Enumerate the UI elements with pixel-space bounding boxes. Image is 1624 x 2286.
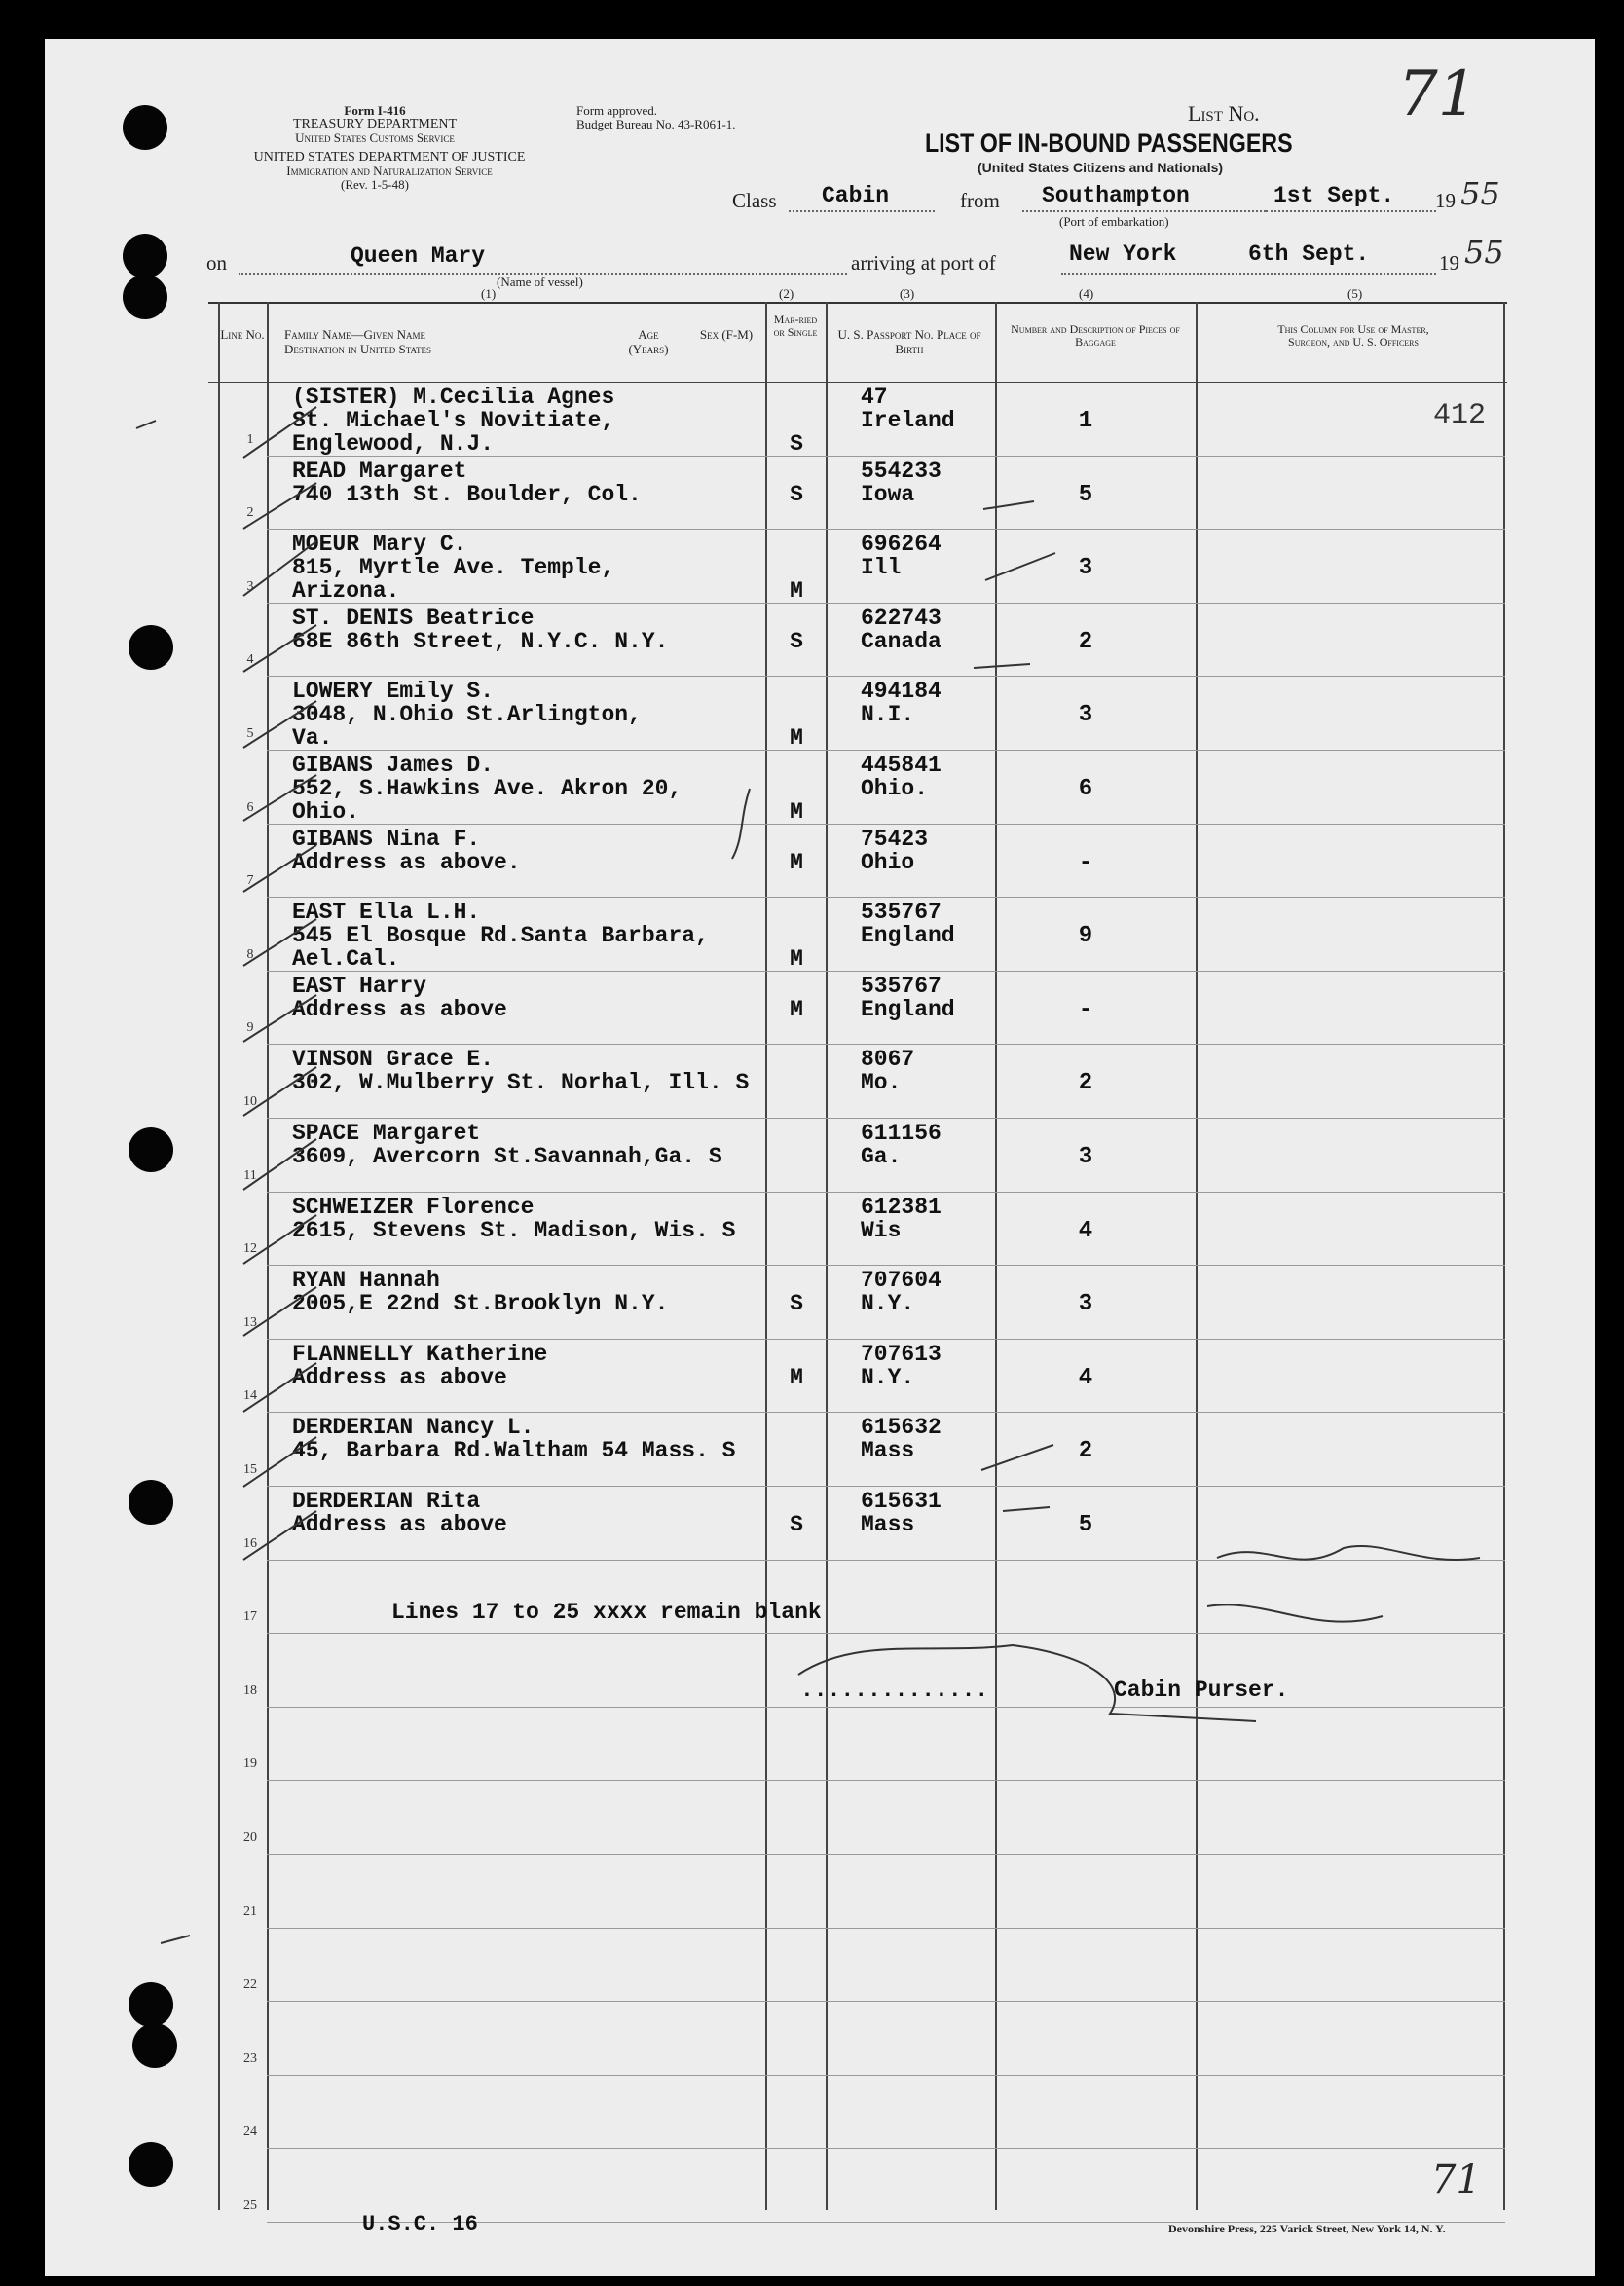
- marital-status: S: [790, 481, 803, 507]
- immigration-service: Immigration and Naturalization Service: [286, 164, 493, 178]
- passenger-name: EAST Harry: [292, 973, 427, 999]
- treasury-department: TREASURY DEPARTMENT: [292, 117, 458, 131]
- passenger-address: 45, Barbara Rd.Waltham 54 Mass. S: [292, 1438, 736, 1464]
- passport-number: 622743: [861, 605, 941, 631]
- port-of-embarkation: Southampton: [1042, 183, 1190, 208]
- line-number: 12: [243, 1241, 257, 1257]
- header-age: Age (Years): [628, 327, 669, 356]
- col-number-5: (5): [1347, 286, 1363, 301]
- line-number: 10: [243, 1094, 257, 1109]
- marital-status: M: [790, 725, 803, 752]
- header-sex: Sex (F-M): [699, 327, 754, 342]
- col-number-2: (2): [779, 286, 794, 301]
- passenger-name: GIBANS Nina F.: [292, 826, 481, 852]
- line-number: 22: [243, 1977, 257, 1993]
- marital-status: M: [790, 1364, 803, 1390]
- line-number: 18: [243, 1682, 257, 1698]
- baggage-count: 2: [1078, 628, 1093, 655]
- passenger-name: SCHWEIZER Florence: [292, 1194, 535, 1220]
- passenger-name: DERDERIAN Nancy L.: [292, 1415, 535, 1441]
- baggage-count: 2: [1078, 1070, 1093, 1097]
- passport-number: 535767: [861, 900, 941, 926]
- line-number: 21: [243, 1903, 257, 1919]
- place-of-birth: Mo.: [861, 1070, 902, 1096]
- baggage-count: -: [1078, 849, 1093, 876]
- passenger-name: (SISTER) M.Cecilia Agnes: [292, 385, 615, 410]
- officer-note: 412: [1433, 399, 1487, 432]
- marital-status: M: [790, 799, 803, 825]
- arrival-port: New York: [1069, 241, 1177, 267]
- arrival-date: 6th Sept.: [1248, 241, 1370, 267]
- passenger-address: 2005,E 22nd St.Brooklyn N.Y.: [292, 1291, 669, 1317]
- class-value: Cabin: [822, 183, 890, 208]
- place-of-birth: Ireland: [861, 408, 955, 433]
- marital-status: M: [790, 578, 803, 605]
- place-of-birth: Ohio.: [861, 776, 929, 801]
- baggage-count: 1: [1078, 408, 1093, 434]
- place-of-birth: Iowa: [861, 481, 915, 507]
- passport-number: 611156: [861, 1121, 941, 1146]
- passenger-address: 545 El Bosque Rd.Santa Barbara,: [292, 923, 709, 949]
- revision-date: (Rev. 1-5-48): [341, 177, 409, 192]
- department-of-justice: UNITED STATES DEPARTMENT OF JUSTICE: [253, 150, 526, 165]
- line-number: 8: [246, 946, 254, 962]
- passport-number: 445841: [861, 753, 941, 778]
- passenger-name: FLANNELLY Katherine: [292, 1341, 548, 1367]
- list-no-label: List No.: [1188, 101, 1260, 126]
- baggage-count: 5: [1078, 1512, 1093, 1538]
- passenger-name: DERDERIAN Rita: [292, 1489, 481, 1514]
- passenger-name: VINSON Grace E.: [292, 1047, 495, 1073]
- line-number: 15: [243, 1462, 257, 1477]
- place-of-birth: Mass: [861, 1512, 915, 1537]
- blank-lines-remark: Lines 17 to 25 xxxx remain blank: [391, 1600, 822, 1625]
- header-married: Mar-ried or Single: [773, 313, 818, 339]
- line-number: 20: [243, 1830, 257, 1845]
- col-number-1: (1): [481, 286, 497, 301]
- passport-number: 707604: [861, 1268, 941, 1294]
- page-subtitle: (United States Citizens and Nationals): [978, 160, 1224, 175]
- passport-number: 554233: [861, 458, 941, 484]
- line-number: 3: [246, 578, 254, 594]
- line-number: 14: [243, 1388, 257, 1404]
- line-number: 24: [243, 2124, 257, 2140]
- passport-number: 535767: [861, 973, 941, 999]
- passport-number: 75423: [861, 826, 929, 852]
- passenger-name: MOEUR Mary C.: [292, 532, 467, 558]
- header-officers: This Column for Use of Master, Surgeon, and U. S. Officers: [1277, 322, 1429, 349]
- line-number: 13: [243, 1314, 257, 1330]
- header-destination: Destination in United States: [284, 342, 432, 356]
- baggage-count: 2: [1078, 1438, 1093, 1465]
- baggage-count: 4: [1078, 1364, 1093, 1391]
- line-number: 9: [246, 1020, 254, 1036]
- baggage-count: 6: [1078, 776, 1093, 802]
- line-number: 23: [243, 2050, 257, 2066]
- baggage-count: 3: [1078, 555, 1093, 582]
- marital-status: M: [790, 946, 803, 973]
- passenger-name: GIBANS James D.: [292, 753, 495, 778]
- passenger-address: 2615, Stevens St. Madison, Wis. S: [292, 1217, 736, 1243]
- passenger-address: 815, Myrtle Ave. Temple,: [292, 555, 615, 581]
- place-of-birth: N.Y.: [861, 1364, 915, 1390]
- arriving-label: arriving at port of: [851, 251, 996, 275]
- passport-number: 615632: [861, 1415, 941, 1441]
- baggage-count: 5: [1078, 481, 1093, 508]
- passenger-address: 3048, N.Ohio St.Arlington,: [292, 702, 642, 728]
- marital-status: S: [790, 628, 803, 654]
- header-baggage: Number and Description of Pieces of Baggage: [1011, 322, 1180, 349]
- passenger-address: 68E 86th Street, N.Y.C. N.Y.: [292, 628, 669, 654]
- place-of-birth: Mass: [861, 1438, 915, 1464]
- marital-status: M: [790, 849, 803, 875]
- form-approved: Form approved.: [576, 103, 658, 118]
- class-label: Class: [732, 189, 777, 212]
- place-of-birth: N.Y.: [861, 1291, 915, 1317]
- form-number: Form I-416: [344, 103, 406, 118]
- line-number: 4: [246, 652, 254, 668]
- passenger-name: READ Margaret: [292, 458, 467, 484]
- passport-number: 615631: [861, 1489, 941, 1514]
- line-number: 2: [246, 505, 254, 521]
- line-number: 11: [243, 1167, 257, 1183]
- passenger-address-cont: Englewood, N.J.: [292, 431, 495, 457]
- place-of-birth: England: [861, 996, 955, 1022]
- purser-title: Cabin Purser.: [1114, 1678, 1289, 1703]
- passenger-name: SPACE Margaret: [292, 1121, 481, 1146]
- embarkation-year: 55: [1460, 175, 1500, 212]
- vessel-name: Queen Mary: [351, 243, 486, 269]
- passenger-address-cont: Ael.Cal.: [292, 946, 400, 973]
- passport-number: 47: [861, 385, 888, 410]
- baggage-count: 4: [1078, 1217, 1093, 1244]
- on-label: on: [206, 251, 227, 275]
- place-of-birth: England: [861, 923, 955, 949]
- header-line-no: Line No.: [220, 327, 265, 342]
- header-family-name: Family Name—Given Name: [284, 327, 425, 342]
- passport-number: 8067: [861, 1047, 915, 1073]
- line-number: 19: [243, 1756, 257, 1772]
- passenger-name: LOWERY Emily S.: [292, 679, 495, 705]
- passport-number: 696264: [861, 532, 941, 558]
- passenger-address: 552, S.Hawkins Ave. Akron 20,: [292, 776, 683, 801]
- passenger-address: Address as above: [292, 996, 507, 1022]
- baggage-count: 3: [1078, 1291, 1093, 1318]
- passenger-address: 302, W.Mulberry St. Norhal, Ill. S: [292, 1070, 750, 1096]
- form-code: U.S.C. 16: [362, 2212, 478, 2236]
- port-caption: (Port of embarkation): [1059, 214, 1169, 229]
- passenger-address: Address as above: [292, 1512, 507, 1537]
- line-number: 16: [243, 1535, 257, 1551]
- place-of-birth: Wis: [861, 1217, 902, 1243]
- passenger-name: EAST Ella L.H.: [292, 900, 481, 926]
- embarkation-date: 1st Sept.: [1273, 183, 1395, 208]
- passenger-name: ST. DENIS Beatrice: [292, 605, 535, 631]
- passport-number: 612381: [861, 1194, 941, 1220]
- line-number: 5: [246, 726, 254, 741]
- line-number: 7: [246, 873, 254, 889]
- place-of-birth: Ill: [861, 555, 902, 581]
- passenger-address-cont: Va.: [292, 725, 333, 752]
- budget-bureau: Budget Bureau No. 43-R061-1.: [576, 117, 736, 131]
- passenger-address: St. Michael's Novitiate,: [292, 408, 615, 433]
- passport-number: 707613: [861, 1341, 941, 1367]
- passenger-address: 3609, Avercorn St.Savannah,Ga. S: [292, 1144, 722, 1169]
- place-of-birth: Ga.: [861, 1144, 902, 1169]
- arrival-year: 55: [1464, 234, 1504, 271]
- passport-number: 494184: [861, 679, 941, 705]
- from-label: from: [960, 189, 1000, 212]
- list-no-value: 71: [1398, 58, 1478, 130]
- baggage-count: -: [1078, 996, 1093, 1023]
- purser-dots: ..............: [800, 1678, 989, 1703]
- marital-status: S: [790, 431, 803, 457]
- line-number: 1: [246, 431, 254, 447]
- col-number-3: (3): [900, 286, 915, 301]
- page-mark: 71: [1431, 2157, 1481, 2202]
- passenger-name: RYAN Hannah: [292, 1268, 440, 1294]
- passenger-address-cont: Arizona.: [292, 578, 400, 605]
- marital-status: S: [790, 1291, 803, 1317]
- header-passport: U. S. Passport No. Place of Birth: [837, 327, 981, 356]
- printer-imprint: Devonshire Press, 225 Varick Street, New York 14, N. Y.: [1168, 2222, 1446, 2235]
- passenger-address: Address as above: [292, 1364, 507, 1390]
- year-prefix-2: 19: [1439, 251, 1459, 275]
- baggage-count: 3: [1078, 1144, 1093, 1170]
- passenger-address: 740 13th St. Boulder, Col.: [292, 481, 642, 507]
- line-number: 25: [243, 2198, 257, 2213]
- line-number: 17: [243, 1609, 257, 1625]
- place-of-birth: Canada: [861, 628, 941, 654]
- vessel-caption: (Name of vessel): [497, 275, 583, 289]
- baggage-count: 9: [1078, 923, 1093, 950]
- col-number-4: (4): [1079, 286, 1094, 301]
- line-number: 6: [246, 799, 254, 815]
- year-prefix: 19: [1435, 189, 1456, 212]
- place-of-birth: N.I.: [861, 702, 915, 728]
- passenger-address: Address as above.: [292, 849, 521, 875]
- page-title: LIST OF IN-BOUND PASSENGERS: [925, 129, 1293, 158]
- customs-service: United States Customs Service: [295, 130, 455, 145]
- marital-status: S: [790, 1512, 803, 1537]
- passenger-address-cont: Ohio.: [292, 799, 360, 825]
- place-of-birth: Ohio: [861, 849, 915, 875]
- marital-status: M: [790, 996, 803, 1022]
- baggage-count: 3: [1078, 702, 1093, 729]
